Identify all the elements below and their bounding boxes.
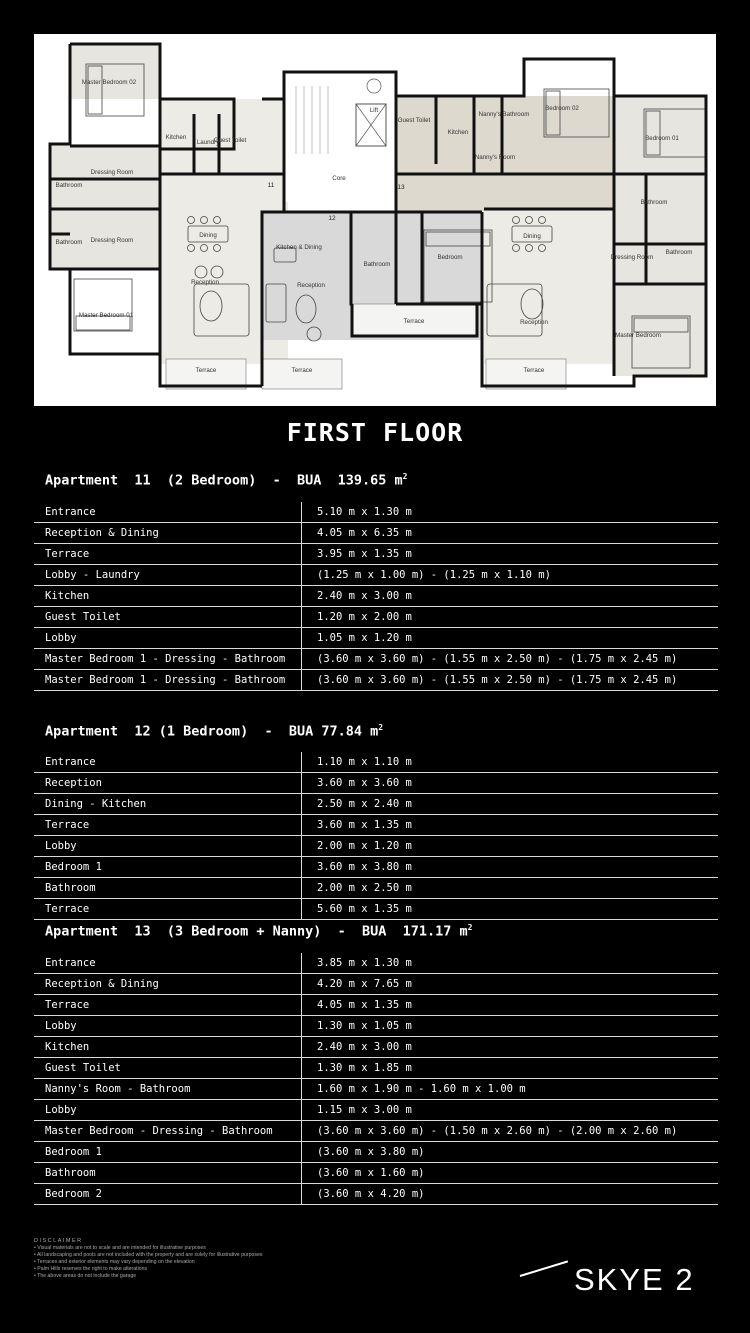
- label-terrace-12b: Terrace: [403, 318, 425, 325]
- room-row: [34, 502, 718, 523]
- room-row: [34, 649, 718, 670]
- label-dressing-room-mid: Dressing Room: [90, 237, 134, 244]
- unit-number-11: 11: [267, 182, 275, 189]
- room-row: [34, 953, 718, 974]
- room-name: Lobby: [34, 836, 302, 857]
- label-guest-toilet-13: Guest Toilet: [397, 117, 431, 124]
- room-dimensions: 3.60 m x 1.35 m: [302, 815, 719, 836]
- core-area: [284, 72, 396, 202]
- label-bedroom-12: Bedroom: [437, 254, 463, 261]
- room-dimensions: 2.00 m x 2.50 m: [302, 878, 719, 899]
- room-name: Entrance: [34, 502, 302, 523]
- room-row: [34, 1121, 718, 1142]
- room-dimensions: 1.05 m x 1.20 m: [302, 628, 719, 649]
- label-dressing-room-13: Dressing Room: [610, 254, 654, 261]
- label-bathroom-mid-left: Bathroom: [55, 239, 83, 246]
- room-dimensions: 2.40 m x 3.00 m: [302, 1037, 719, 1058]
- floor-plan-drawing: [34, 34, 716, 406]
- apartment-11-unit-superscript: 2: [402, 472, 408, 481]
- room-name: Lobby: [34, 628, 302, 649]
- room-row: [34, 899, 718, 920]
- room-row: [34, 1163, 718, 1184]
- room-dimensions: (1.25 m x 1.00 m) - (1.25 m x 1.10 m): [302, 565, 719, 586]
- room-dimensions: 2.50 m x 2.40 m: [302, 794, 719, 815]
- room-name: Terrace: [34, 815, 302, 836]
- apartment-11-title-text: Apartment 11 (2 Bedroom) - BUA 139.65 m: [45, 472, 403, 489]
- room-dimensions: 5.10 m x 1.30 m: [302, 502, 719, 523]
- room-name: Kitchen: [34, 1037, 302, 1058]
- label-bathroom-13b: Bathroom: [665, 249, 693, 256]
- label-bedroom-02: Bedroom 02: [545, 105, 579, 112]
- room-row: [34, 523, 718, 544]
- room-name: Kitchen: [34, 586, 302, 607]
- room-row: [34, 544, 718, 565]
- label-terrace-12a: Terrace: [291, 367, 313, 374]
- label-dressing-room-top: Dressing Room: [90, 169, 134, 176]
- apartment-11-title: [45, 472, 407, 489]
- label-bathroom-13a: Bathroom: [640, 199, 668, 206]
- label-kitchen-11: Kitchen: [165, 134, 187, 141]
- apartment-13-unit-superscript: 2: [467, 923, 473, 932]
- room-dimensions: 2.00 m x 1.20 m: [302, 836, 719, 857]
- label-reception-11: Reception: [191, 279, 219, 286]
- apartment-12-unit-superscript: 2: [378, 723, 384, 732]
- room-name: Terrace: [34, 899, 302, 920]
- disclaimer-line: • Visual materials are not to scale and are intended for illustrative purposes: [34, 1245, 206, 1251]
- room-row: [34, 995, 718, 1016]
- room-name: Master Bedroom 1 - Dressing - Bathroom: [34, 670, 302, 691]
- apartment-13-table: [34, 953, 718, 1205]
- disclaimer-line: • Terraces and exterior elements may vary depending on the elevation: [34, 1259, 195, 1265]
- apartment-12-table: [34, 752, 718, 920]
- label-nannys-room: Nanny's Room: [474, 154, 516, 161]
- label-kitchen-dining-12: Kitchen & Dining: [276, 244, 322, 251]
- label-master-bedroom-13: Master Bedroom: [615, 332, 661, 339]
- disclaimer: [34, 1238, 364, 1280]
- unit-number-13: 13: [397, 184, 405, 191]
- room-dimensions: 3.60 m x 3.80 m: [302, 857, 719, 878]
- room-dimensions: (3.60 m x 3.80 m): [302, 1142, 719, 1163]
- room-row: [34, 974, 718, 995]
- label-terrace-13: Terrace: [523, 367, 545, 374]
- label-master-bedroom-01: Master Bedroom 01: [78, 312, 134, 319]
- label-reception-12: Reception: [297, 282, 325, 289]
- room-name: Bathroom: [34, 878, 302, 899]
- disclaimer-line: • Palm Hills reserves the right to make alterations: [34, 1266, 148, 1272]
- room-row: [34, 1037, 718, 1058]
- label-master-bedroom-02: Master Bedroom 02: [81, 79, 137, 86]
- label-bedroom-01: Bedroom 01: [645, 135, 679, 142]
- page-title: FIRST FLOOR: [286, 418, 464, 447]
- room-dimensions: (3.60 m x 3.60 m) - (1.55 m x 2.50 m) - (1.75 m x 2.45 m): [302, 649, 719, 670]
- room-dimensions: 1.60 m x 1.90 m - 1.60 m x 1.00 m: [302, 1079, 719, 1100]
- label-kitchen-13: Kitchen: [447, 129, 469, 136]
- room-name: Entrance: [34, 953, 302, 974]
- room-dimensions: 1.10 m x 1.10 m: [302, 752, 719, 773]
- disclaimer-line: • All landscaping and pools are not included with the property and are solely for illustrative purposes: [34, 1252, 263, 1258]
- room-dimensions: 5.60 m x 1.35 m: [302, 899, 719, 920]
- floor-plan: [34, 34, 716, 406]
- apartment-13-title: [45, 923, 472, 940]
- room-dimensions: (3.60 m x 4.20 m): [302, 1184, 719, 1205]
- room-name: Terrace: [34, 995, 302, 1016]
- label-terrace-11: Terrace: [195, 367, 217, 374]
- room-dimensions: 4.05 m x 6.35 m: [302, 523, 719, 544]
- room-dimensions: (3.60 m x 1.60 m): [302, 1163, 719, 1184]
- room-row: [34, 836, 718, 857]
- room-row: [34, 565, 718, 586]
- room-row: [34, 857, 718, 878]
- label-dining-13: Dining: [523, 233, 541, 240]
- room-row: [34, 773, 718, 794]
- apartment-12-title-text: Apartment 12 (1 Bedroom) - BUA 77.84 m: [45, 723, 379, 740]
- room-dimensions: 3.85 m x 1.30 m: [302, 953, 719, 974]
- label-dining-11: Dining: [199, 232, 217, 239]
- room-name: Bedroom 1: [34, 1142, 302, 1163]
- room-name: Master Bedroom - Dressing - Bathroom: [34, 1121, 302, 1142]
- room-dimensions: 3.60 m x 3.60 m: [302, 773, 719, 794]
- room-name: Lobby: [34, 1100, 302, 1121]
- room-dimensions: 1.15 m x 3.00 m: [302, 1100, 719, 1121]
- room-row: [34, 794, 718, 815]
- room-dimensions: 4.20 m x 7.65 m: [302, 974, 719, 995]
- disclaimer-line: • The above areas do not include the garage: [34, 1273, 137, 1279]
- room-name: Bedroom 2: [34, 1184, 302, 1205]
- room-row: [34, 1079, 718, 1100]
- apartment-11-table: [34, 502, 718, 691]
- room-name: Dining - Kitchen: [34, 794, 302, 815]
- room-name: Reception & Dining: [34, 523, 302, 544]
- room-name: Lobby - Laundry: [34, 565, 302, 586]
- room-row: [34, 1142, 718, 1163]
- label-core: Core: [332, 175, 346, 182]
- label-bathroom-top-left: Bathroom: [55, 182, 83, 189]
- room-name: Master Bedroom 1 - Dressing - Bathroom: [34, 649, 302, 670]
- disclaimer-heading: DISCLAIMER: [34, 1238, 83, 1244]
- room-name: Bedroom 1: [34, 857, 302, 878]
- label-bathroom-12: Bathroom: [363, 261, 391, 268]
- room-dimensions: 1.20 m x 2.00 m: [302, 607, 719, 628]
- room-row: [34, 1184, 718, 1205]
- room-name: Lobby: [34, 1016, 302, 1037]
- room-dimensions: 4.05 m x 1.35 m: [302, 995, 719, 1016]
- room-row: [34, 607, 718, 628]
- room-name: Entrance: [34, 752, 302, 773]
- brand-logo-stroke: [520, 1260, 568, 1277]
- room-row: [34, 1100, 718, 1121]
- brand-logo-text: SKYE 2: [574, 1262, 695, 1297]
- label-nannys-bathroom: Nanny's Bathroom: [478, 111, 530, 118]
- label-laundry: Laundry: [196, 139, 220, 146]
- unit-number-12: 12: [328, 215, 336, 222]
- room-dimensions: 1.30 m x 1.05 m: [302, 1016, 719, 1037]
- label-guest-toilet-11: Guest Toilet: [213, 137, 247, 144]
- room-row: [34, 752, 718, 773]
- room-name: Reception: [34, 773, 302, 794]
- room-dimensions: 3.95 m x 1.35 m: [302, 544, 719, 565]
- label-lift: Lift: [369, 107, 379, 114]
- room-row: [34, 878, 718, 899]
- room-name: Reception & Dining: [34, 974, 302, 995]
- room-name: Nanny's Room - Bathroom: [34, 1079, 302, 1100]
- room-dimensions: 1.30 m x 1.85 m: [302, 1058, 719, 1079]
- room-row: [34, 586, 718, 607]
- room-row: [34, 1058, 718, 1079]
- room-name: Bathroom: [34, 1163, 302, 1184]
- room-row: [34, 815, 718, 836]
- room-name: Guest Toilet: [34, 607, 302, 628]
- room-row: [34, 1016, 718, 1037]
- room-name: Guest Toilet: [34, 1058, 302, 1079]
- disclaimer-lines: [34, 1245, 364, 1280]
- label-reception-13: Reception: [520, 319, 548, 326]
- brand-logo: [520, 1262, 710, 1302]
- room-name: Terrace: [34, 544, 302, 565]
- room-dimensions: 2.40 m x 3.00 m: [302, 586, 719, 607]
- room-dimensions: (3.60 m x 3.60 m) - (1.55 m x 2.50 m) - (1.75 m x 2.45 m): [302, 670, 719, 691]
- room-row: [34, 670, 718, 691]
- apartment-12-title: [45, 723, 383, 740]
- room-row: [34, 628, 718, 649]
- room-dimensions: (3.60 m x 3.60 m) - (1.50 m x 2.60 m) - (2.00 m x 2.60 m): [302, 1121, 719, 1142]
- apartment-13-title-text: Apartment 13 (3 Bedroom + Nanny) - BUA 171.17 m: [45, 923, 468, 940]
